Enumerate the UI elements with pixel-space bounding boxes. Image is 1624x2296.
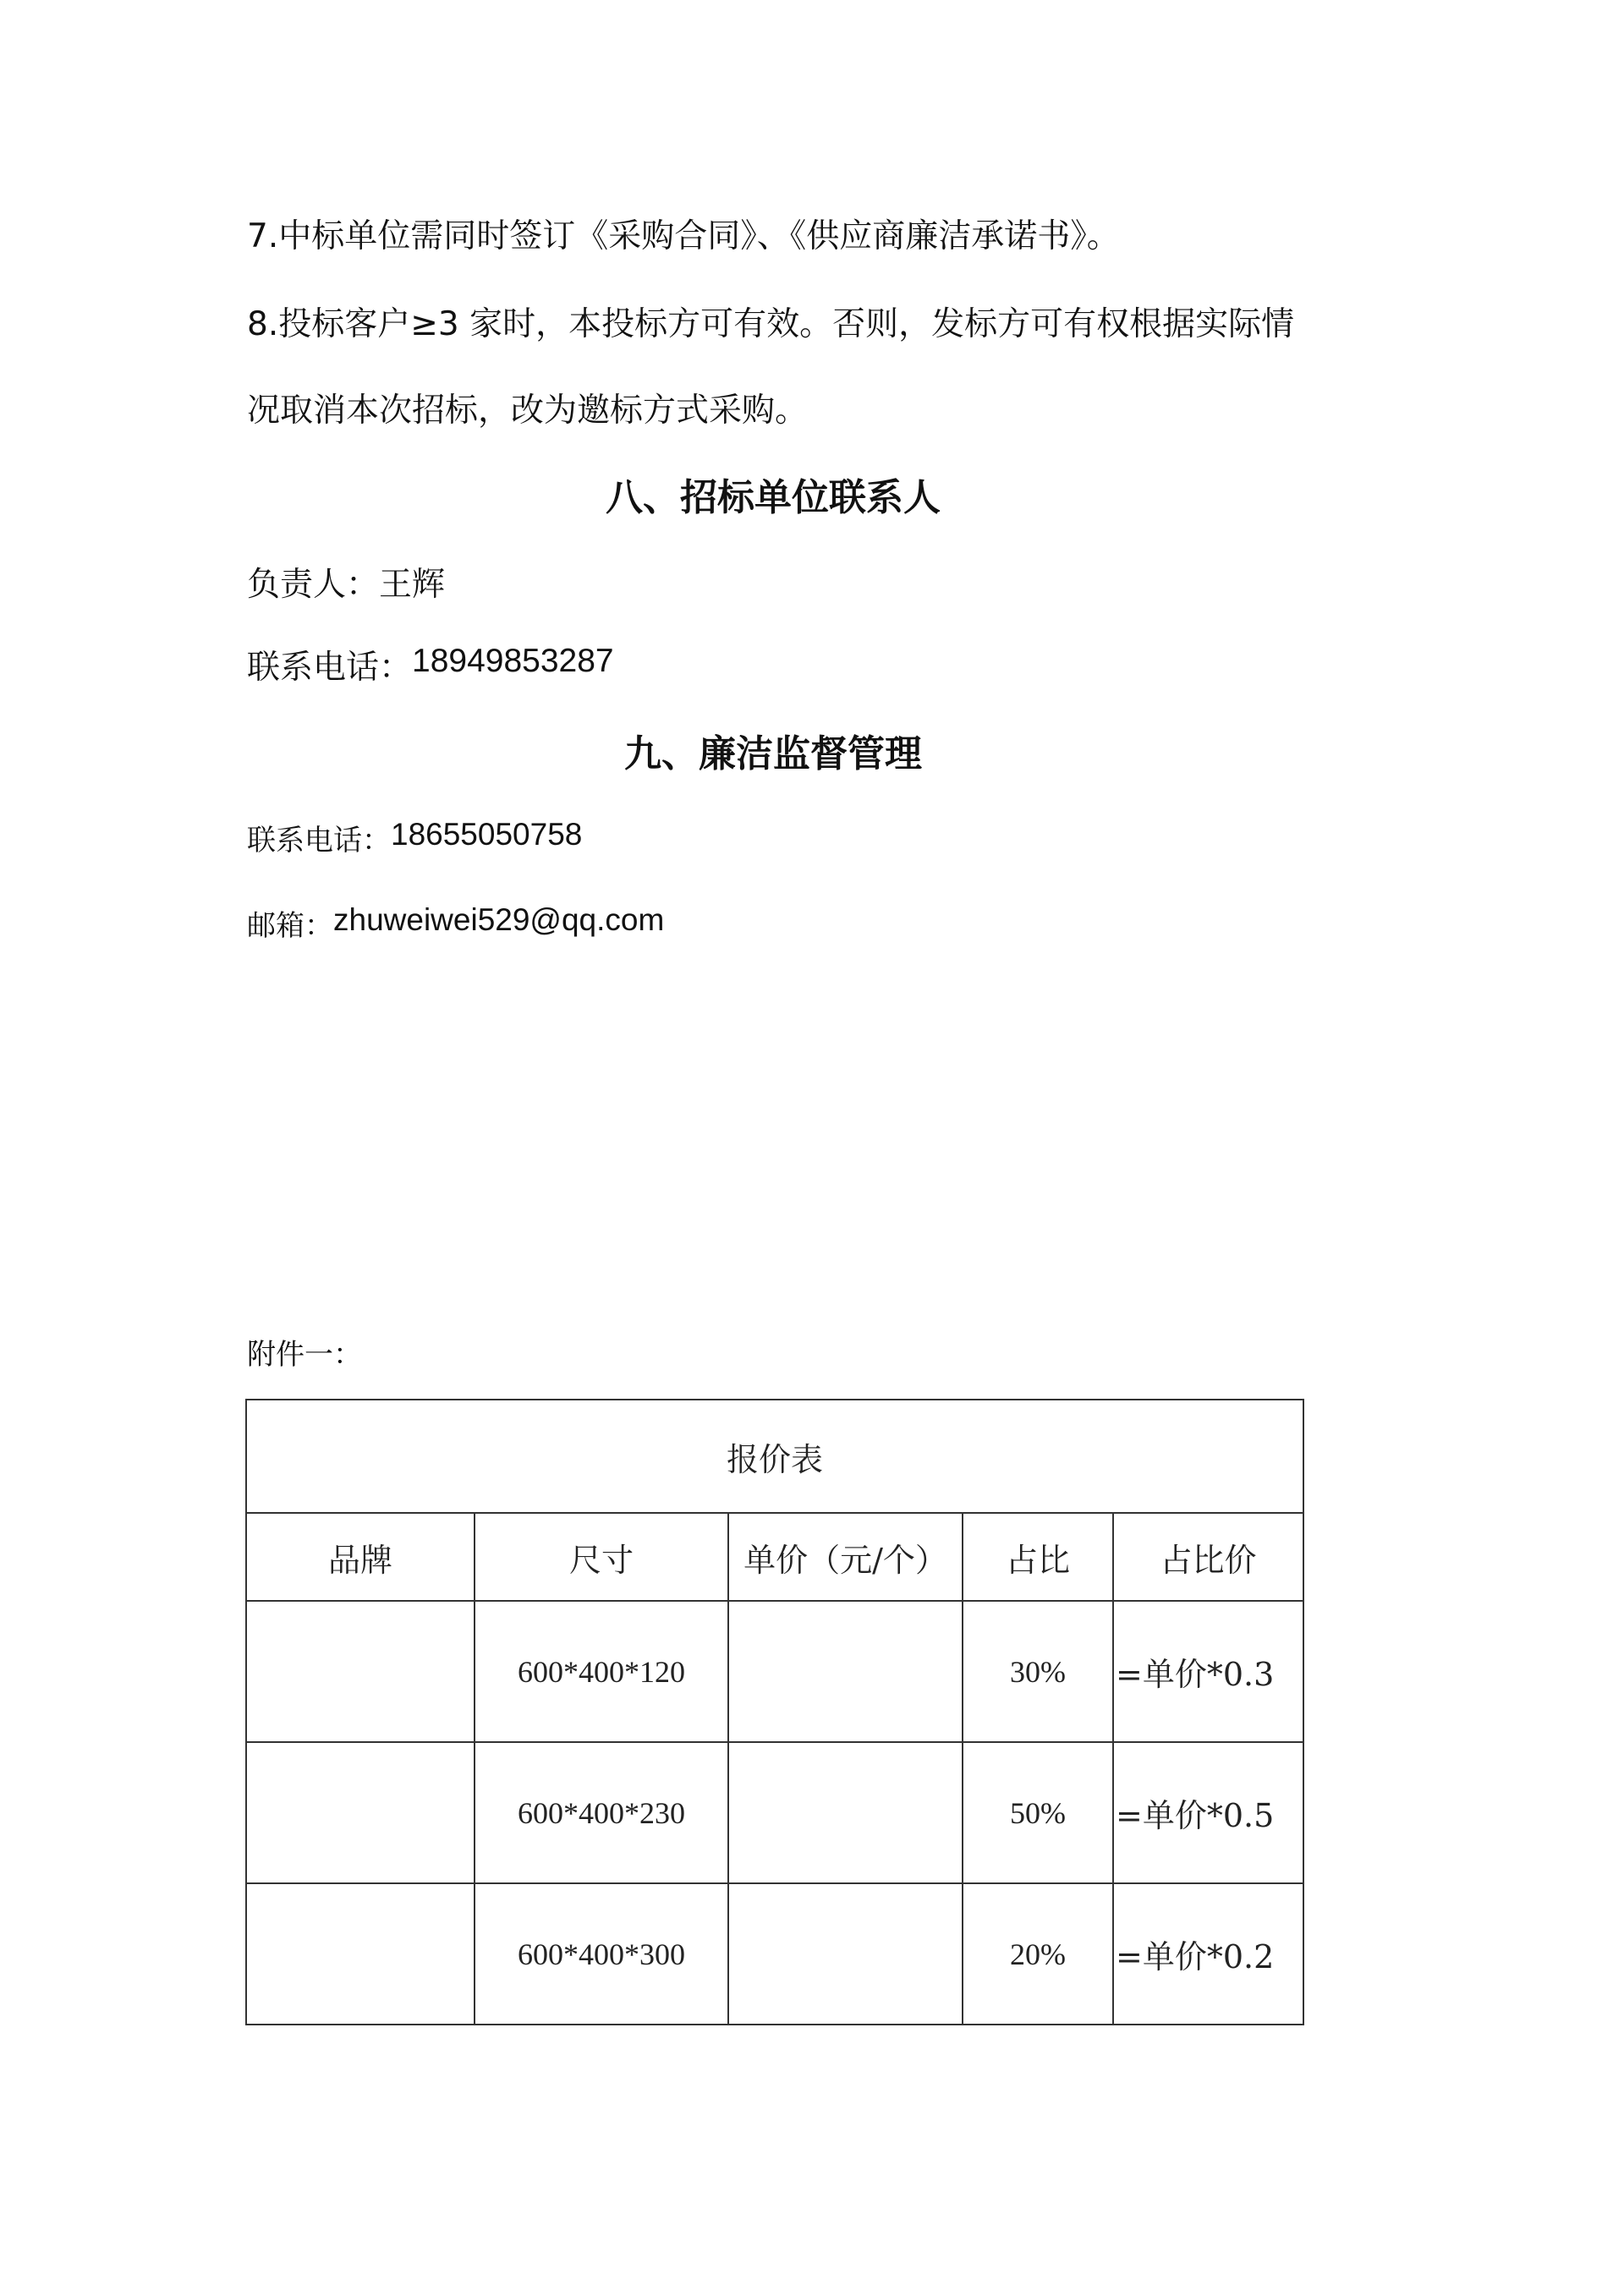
brand-cell xyxy=(246,1601,475,1742)
unit-price-cell xyxy=(728,1742,963,1883)
supervision-phone-line xyxy=(247,816,582,864)
table-row xyxy=(246,1601,1303,1742)
ratio-price-cell: =单价*0.2 xyxy=(1113,1883,1303,2025)
column-header-ratio: 占比 xyxy=(963,1513,1113,1601)
ratio-cell: 30% xyxy=(963,1601,1113,1742)
contact-person-label: 负责人： xyxy=(247,566,380,604)
table-title-row xyxy=(246,1400,1303,1513)
brand-cell xyxy=(246,1883,475,2025)
item-7-text: 7.中标单位需同时签订《采购合同》、《供应商廉洁承诺书》。 xyxy=(247,217,1120,255)
table-row xyxy=(246,1883,1303,2025)
ratio-price-cell: =单价*0.5 xyxy=(1113,1742,1303,1883)
brand-cell xyxy=(246,1742,475,1883)
attachment-label: 附件一： xyxy=(247,1338,362,1372)
table-header-row xyxy=(246,1513,1303,1601)
column-header-size: 尺寸 xyxy=(475,1513,728,1601)
quote-table xyxy=(245,1399,1304,2025)
size-cell: 600*400*230 xyxy=(475,1742,728,1883)
column-header-ratio-price: 占比价 xyxy=(1113,1513,1303,1601)
contact-person-name: 王辉 xyxy=(379,566,446,604)
contact-person-line xyxy=(247,562,445,609)
supervision-email-line xyxy=(247,901,664,950)
size-cell: 600*400*120 xyxy=(475,1601,728,1742)
unit-price-cell xyxy=(728,1883,963,2025)
size-cell: 600*400*300 xyxy=(475,1883,728,2025)
supervision-email-label: 邮箱： xyxy=(247,909,333,943)
column-header-brand: 品牌 xyxy=(246,1513,475,1601)
ratio-cell: 20% xyxy=(963,1883,1113,2025)
item-8-text-line2: 况取消本次招标，改为邀标方式采购。 xyxy=(247,392,809,430)
column-header-unit-price: 单价（元/个） xyxy=(728,1513,963,1601)
table-row xyxy=(246,1742,1303,1883)
supervision-email-address: zhuweiwei529@qq.com xyxy=(333,902,665,937)
contact-phone-line xyxy=(247,644,614,692)
supervision-phone-number: 18655050758 xyxy=(391,817,583,852)
item-8-text-line1: 8.投标客户≥3 家时，本投标方可有效。否则，发标方可有权根据实际情 xyxy=(247,305,1295,343)
ratio-cell: 50% xyxy=(963,1742,1113,1883)
unit-price-cell xyxy=(728,1601,963,1742)
table-title: 报价表 xyxy=(246,1400,1303,1513)
section-8-heading: 八、招标单位联系人 xyxy=(606,476,941,519)
ratio-price-cell: =单价*0.3 xyxy=(1113,1601,1303,1742)
contact-phone-label: 联系电话： xyxy=(247,649,413,687)
contact-phone-number: 18949853287 xyxy=(412,643,614,679)
section-9-heading: 九、廉洁监督管理 xyxy=(624,732,922,775)
supervision-phone-label: 联系电话： xyxy=(247,824,391,858)
